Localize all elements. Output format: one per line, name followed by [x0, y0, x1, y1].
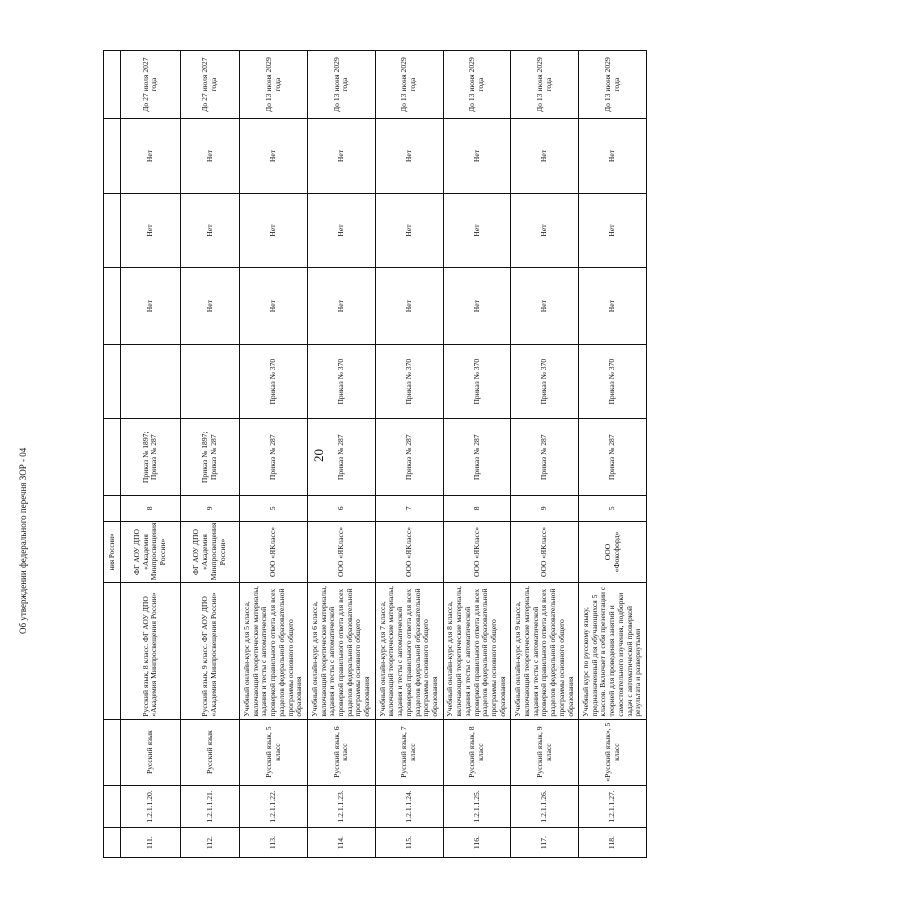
row-title: Учебный курс по русскому языку, предназначенный для обучающихся 5 классов. Включает в себя презентации с теорией для проведения занятий и самостоятельного изучения, подборки задач с автоматической проверкой результата и развернутыми	[579, 583, 647, 719]
row-flag-1: Нет	[240, 268, 308, 345]
header-row	[104, 51, 121, 858]
row-order-2: Приказ № 370	[579, 344, 647, 419]
row-order-1: Приказ № 1897; Приказ № 287	[121, 419, 181, 496]
row-order-2	[180, 344, 240, 419]
row-subject: Русский язык	[121, 719, 181, 785]
row-code: 1.2.1.1.21.	[180, 785, 240, 828]
row-order-2: Приказ № 370	[307, 344, 375, 419]
row-flag-3: Нет	[121, 119, 181, 194]
row-order-1: Приказ № 287	[375, 419, 443, 496]
row-title: Учебный онлайн-курс для 5 класса, включающий теоретические материалы, задания и тесты с автоматической проверкой правильного ответа для всех разделов федеральной образовательной программы основного общего образования	[240, 583, 308, 719]
row-term: До 13 июня 2029 года	[579, 51, 647, 119]
row-title: Русский язык, 9 класс. ФГ АОУ ДПО «Академия Минпросвещения России»	[180, 583, 240, 719]
row-flag-1: Нет	[307, 268, 375, 345]
row-number: 111.	[121, 828, 181, 858]
row-term: До 13 июня 2029 года	[375, 51, 443, 119]
row-number: 115.	[375, 828, 443, 858]
row-order-2: Приказ № 370	[375, 344, 443, 419]
table-row	[121, 51, 181, 858]
row-flag-3: Нет	[180, 119, 240, 194]
row-order-1: Приказ № 287	[307, 419, 375, 496]
row-code: 1.2.1.1.26.	[511, 785, 579, 828]
row-order-1: Приказ № 1897; Приказ № 287	[180, 419, 240, 496]
row-flag-1: Нет	[511, 268, 579, 345]
row-subject: Русский язык	[180, 719, 240, 785]
row-number: 112.	[180, 828, 240, 858]
row-subject: Русский язык, 9 класс	[511, 719, 579, 785]
row-title: Учебный онлайн-курс для 6 класса, включающий теоретические материалы, задания и тесты с автоматической проверкой правильного ответа для всех разделов федеральной образовательной программы основного общего образования	[307, 583, 375, 719]
row-author: ФГ АОУ ДПО «Академия Минпросвещения России»	[180, 521, 240, 583]
row-term: До 13 июня 2029 года	[443, 51, 511, 119]
row-flag-3: Нет	[240, 119, 308, 194]
document-table	[103, 50, 647, 858]
row-flag-1: Нет	[180, 268, 240, 345]
row-grade: 7	[375, 496, 443, 522]
row-order-2: Приказ № 370	[443, 344, 511, 419]
row-flag-2: Нет	[375, 193, 443, 268]
row-order-1: Приказ № 287	[443, 419, 511, 496]
footer-note: Об утверждении федерального перечня ЗОР - 04	[18, 447, 28, 634]
row-code: 1.2.1.1.27.	[579, 785, 647, 828]
row-term: До 13 июня 2029 года	[307, 51, 375, 119]
row-flag-3: Нет	[511, 119, 579, 194]
row-subject: «Русский язык», 5 класс	[579, 719, 647, 785]
row-flag-2: Нет	[240, 193, 308, 268]
row-flag-2: Нет	[443, 193, 511, 268]
row-flag-1: Нет	[121, 268, 181, 345]
row-order-1: Приказ № 287	[240, 419, 308, 496]
row-flag-2: Нет	[579, 193, 647, 268]
row-grade: 8	[121, 496, 181, 522]
row-flag-2: Нет	[121, 193, 181, 268]
row-term: До 27 июля 2027 года	[121, 51, 181, 119]
row-subject: Русский язык, 5 класс	[240, 719, 308, 785]
row-flag-3: Нет	[443, 119, 511, 194]
row-flag-2: Нет	[307, 193, 375, 268]
header-fragment: ния России»	[104, 521, 121, 583]
row-code: 1.2.1.1.23.	[307, 785, 375, 828]
row-grade: 8	[443, 496, 511, 522]
row-title: Учебный онлайн-курс для 7 класса, включающий теоретические материалы, задания и тесты с автоматической проверкой правильного ответа для всех разделов федеральной образовательной программы основного общего образования	[375, 583, 443, 719]
row-author: ООО «ЯКласс»	[240, 521, 308, 583]
document-table-wrapper	[103, 57, 911, 858]
row-author: ООО «ЯКласс»	[443, 521, 511, 583]
row-title: Учебный онлайн-курс для 9 класса, включающий теоретические материалы, задания и тесты с автоматической проверкой правильного ответа для всех разделов федеральной образовательной программы основного общего образования	[511, 583, 579, 719]
row-grade: 9	[511, 496, 579, 522]
row-author: ООО «ЯКласс»	[511, 521, 579, 583]
row-title: Русский язык, 8 класс. ФГ АОУ ДПО «Академия Минпросвещения России»	[121, 583, 181, 719]
row-order-2	[121, 344, 181, 419]
row-code: 1.2.1.1.24.	[375, 785, 443, 828]
row-grade: 5	[579, 496, 647, 522]
row-code: 1.2.1.1.25.	[443, 785, 511, 828]
row-number: 114.	[307, 828, 375, 858]
row-order-2: Приказ № 370	[511, 344, 579, 419]
table-row	[307, 51, 375, 858]
row-flag-3: Нет	[307, 119, 375, 194]
row-author: ООО «Фоксфорд»	[579, 521, 647, 583]
row-grade: 5	[240, 496, 308, 522]
row-grade: 9	[180, 496, 240, 522]
row-author: ООО «ЯКласс»	[375, 521, 443, 583]
row-term: До 27 июля 2027 года	[180, 51, 240, 119]
row-flag-1: Нет	[375, 268, 443, 345]
table-row	[180, 51, 240, 858]
row-author: ФГ АОУ ДПО «Академия Минпросвещения России»	[121, 521, 181, 583]
row-term: До 13 июня 2029 года	[240, 51, 308, 119]
row-flag-2: Нет	[180, 193, 240, 268]
row-flag-3: Нет	[579, 119, 647, 194]
row-subject: Русский язык, 7 класс	[375, 719, 443, 785]
row-number: 117.	[511, 828, 579, 858]
row-term: До 13 июня 2029 года	[511, 51, 579, 119]
table-row	[511, 51, 579, 858]
table-row	[375, 51, 443, 858]
row-code: 1.2.1.1.20.	[121, 785, 181, 828]
row-flag-2: Нет	[511, 193, 579, 268]
row-flag-1: Нет	[443, 268, 511, 345]
row-flag-1: Нет	[579, 268, 647, 345]
row-code: 1.2.1.1.22.	[240, 785, 308, 828]
row-grade: 6	[307, 496, 375, 522]
row-number: 113.	[240, 828, 308, 858]
row-author: ООО «ЯКласс»	[307, 521, 375, 583]
row-flag-3: Нет	[375, 119, 443, 194]
row-number: 116.	[443, 828, 511, 858]
row-subject: Русский язык, 6 класс	[307, 719, 375, 785]
row-order-1: Приказ № 287	[579, 419, 647, 496]
row-order-1: Приказ № 287	[511, 419, 579, 496]
page-number: 20	[311, 449, 326, 462]
row-subject: Русский язык, 8 класс	[443, 719, 511, 785]
table-row	[240, 51, 308, 858]
row-number: 118.	[579, 828, 647, 858]
row-order-2: Приказ № 370	[240, 344, 308, 419]
table-row	[579, 51, 647, 858]
row-title: Учебный онлайн-курс для 8 класса, включающий теоретические материалы, задания и тесты с автоматической проверкой правильного ответа для всех разделов федеральной образовательной программы основного общего образования	[443, 583, 511, 719]
table-row	[443, 51, 511, 858]
